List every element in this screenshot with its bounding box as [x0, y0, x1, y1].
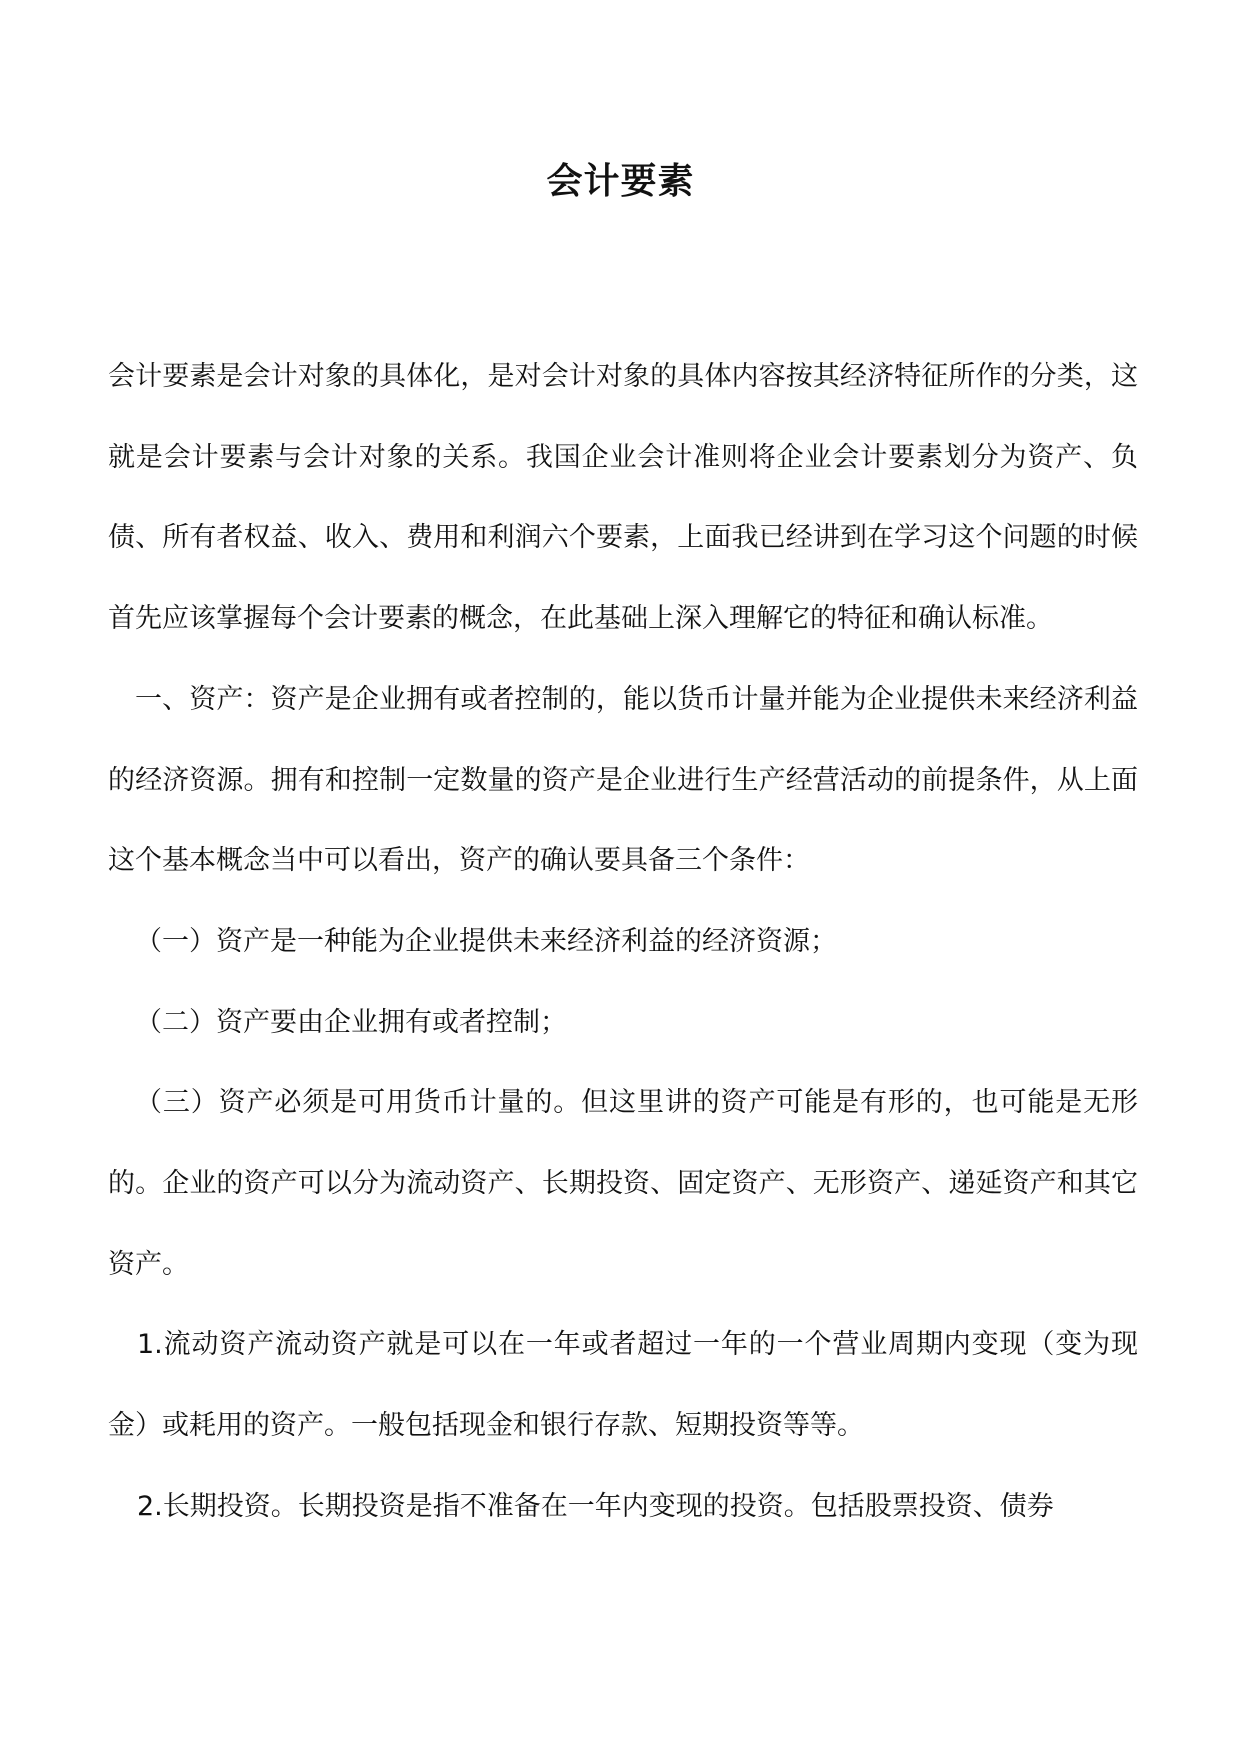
paragraph-condition-3: （三）资产必须是可用货币计量的。但这里讲的资产可能是有形的，也可能是无形的。企业的资产可以分为流动资产、长期投资、固定资产、无形资产、递延资产和其它资产。 [108, 1087, 1138, 1280]
paragraph-intro: 会计要素是会计对象的具体化，是对会计对象的具体内容按其经济特征所作的分类，这就是会计要素与会计对象的关系。我国企业会计准则将企业会计要素划分为资产、负债、所有者权益、收入、费用和利润六个要素，上面我已经讲到在学习这个问题的时候首先应该掌握每个会计要素的概念，在此基础上深入理解它的特征和确认标准。 [108, 361, 1138, 635]
document-title: 会计要素 [546, 161, 695, 202]
paragraph-long-term-investment: 2.长期投资。长期投资是指不准备在一年内变现的投资。包括股票投资、债券 [137, 1490, 1054, 1522]
paragraph-current-assets: 1.流动资产流动资产就是可以在一年或者超过一年的一个营业周期内变现（变为现金）或耗用的资产。一般包括现金和银行存款、短期投资等等。 [108, 1329, 1138, 1442]
paragraph-condition-1: （一）资产是一种能为企业提供未来经济利益的经济资源； [135, 925, 837, 957]
paragraph-condition-2: （二）资产要由企业拥有或者控制； [135, 1006, 567, 1038]
document-body [108, 337, 1138, 1548]
paragraph-assets-definition: 一、资产：资产是企业拥有或者控制的，能以货币计量并能为企业提供未来经济利益的经济资源。拥有和控制一定数量的资产是企业进行生产经营活动的前提条件，从上面这个基本概念当中可以看出，资产的确认要具备三个条件： [108, 683, 1138, 877]
